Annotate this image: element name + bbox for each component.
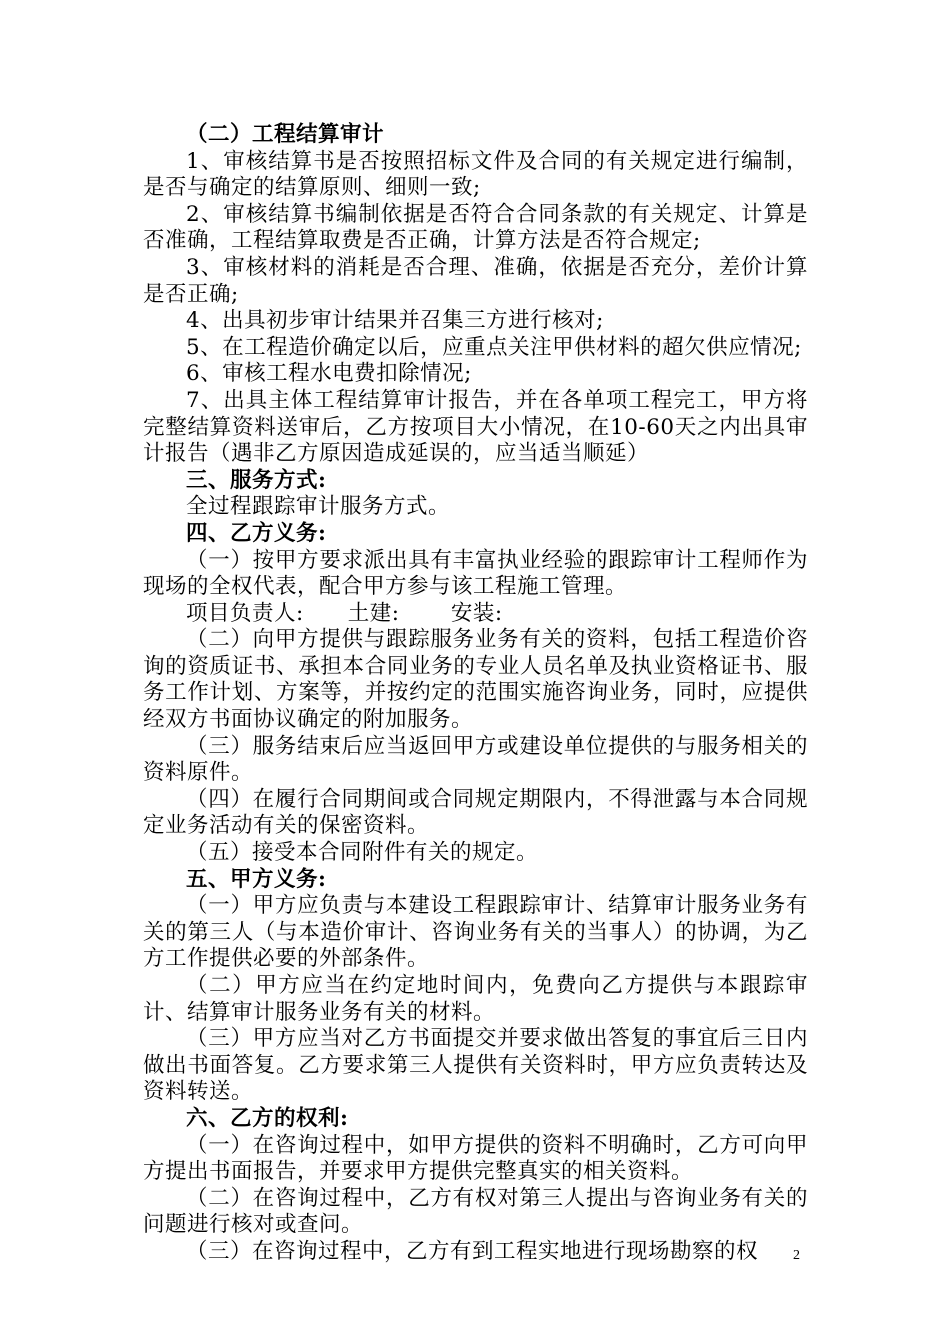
section-heading-party-a-obligations: 五、甲方义务: — [186, 866, 327, 892]
paragraph-3: 3、审核材料的消耗是否合理、准确，依据是否充分，差价计算是否正确; — [143, 254, 808, 307]
project-personnel-line: 项目负责人: 土建: 安装: — [186, 600, 503, 626]
document-page — [143, 122, 808, 1266]
paragraph-4: 4、出具初步审计结果并召集三方进行核对; — [186, 308, 604, 334]
paragraph-b-obligation-5: （五）接受本合同附件有关的规定。 — [186, 840, 539, 866]
paragraph-a-obligation-1: （一）甲方应负责与本建设工程跟踪审计、结算审计服务业务有关的第三人（与本造价审计、咨询业务有关的当事人）的协调，为乙方工作提供必要的外部条件。 — [143, 893, 808, 972]
paragraph-b-right-1: （一）在咨询过程中，如甲方提供的资料不明确时，乙方可向甲方提出书面报告，并要求甲方提供完整真实的相关资料。 — [143, 1132, 808, 1185]
paragraph-6: 6、审核工程水电费扣除情况; — [186, 361, 472, 387]
section-heading-party-b-rights: 六、乙方的权利: — [186, 1105, 349, 1131]
paragraph-b-obligation-1: （一）按甲方要求派出具有丰富执业经验的跟踪审计工程师作为现场的全权代表，配合甲方参与该工程施工管理。 — [143, 547, 808, 600]
paragraph-b-obligation-2: （二）向甲方提供与跟踪服务业务有关的资料，包括工程造价咨询的资质证书、承担本合同业务的专业人员名单及执业资格证书、服务工作计划、方案等，并按约定的范围实施咨询业务，同时，应提供经双方书面协议确定的附加服务。 — [143, 627, 808, 733]
paragraph-b-obligation-3: （三）服务结束后应当返回甲方或建设单位提供的与服务相关的资料原件。 — [143, 733, 808, 786]
paragraph-b-right-2: （二）在咨询过程中，乙方有权对第三人提出与咨询业务有关的问题进行核对或查问。 — [143, 1185, 808, 1238]
section-heading-settlement-audit: （二）工程结算审计 — [186, 122, 385, 147]
paragraph-a-obligation-2: （二）甲方应当在约定地时间内，免费向乙方提供与本跟踪审计、结算审计服务业务有关的材料。 — [143, 973, 808, 1025]
paragraph-1: 1、审核结算书是否按照招标文件及合同的有关规定进行编制，是否与确定的结算原则、细则一致; — [143, 148, 808, 201]
paragraph-a-obligation-3: （三）甲方应当对乙方书面提交并要求做出答复的事宜后三日内做出书面答复。乙方要求第三人提供有关资料时，甲方应负责转达及资料转送。 — [143, 1026, 808, 1105]
paragraph-2: 2、审核结算书编制依据是否符合合同条款的有关规定、计算是否准确，工程结算取费是否正确，计算方法是否符合规定; — [143, 201, 808, 254]
page-number: 2 — [793, 1248, 800, 1263]
paragraph-5: 5、在工程造价确定以后，应重点关注甲供材料的超欠供应情况; — [186, 334, 802, 360]
paragraph-b-right-3: （三）在咨询过程中，乙方有到工程实地进行现场勘察的权 — [186, 1238, 759, 1264]
section-heading-party-b-obligations: 四、乙方义务: — [186, 520, 327, 546]
paragraph-b-obligation-4: （四）在履行合同期间或合同规定期限内，不得泄露与本合同规定业务活动有关的保密资料。 — [143, 786, 808, 839]
section-heading-service-mode: 三、服务方式: — [186, 467, 327, 493]
paragraph-7: 7、出具主体工程结算审计报告，并在各单项工程完工，甲方将完整结算资料送审后，乙方按项目大小情况，在10-60天之内出具审计报告（遇非乙方原因造成延误的，应当适当顺延） — [143, 387, 808, 467]
paragraph-service-mode: 全过程跟踪审计服务方式。 — [186, 494, 451, 520]
